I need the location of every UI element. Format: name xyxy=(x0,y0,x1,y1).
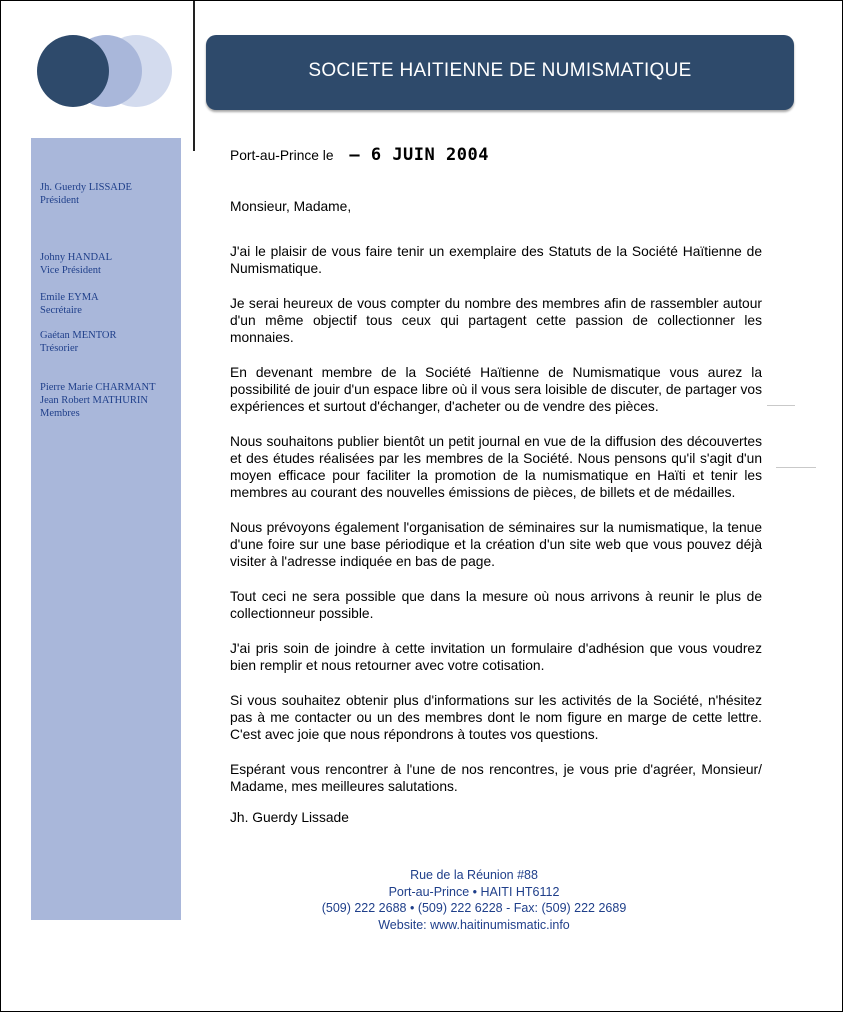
member-role: Vice Président xyxy=(40,265,101,276)
member-role: Membres xyxy=(40,408,80,419)
paragraph: J'ai le plaisir de vous faire tenir un exemplaire des Statuts de la Société Haïtienne de Numismatique. xyxy=(230,244,762,276)
footer-contact xyxy=(301,867,647,933)
member-name: Pierre Marie CHARMANT xyxy=(40,382,156,393)
member-vice-president xyxy=(40,251,180,277)
scan-mark xyxy=(767,405,795,406)
footer-address-line2: Port-au-Prince • HAITI HT6112 xyxy=(388,884,560,899)
footer-phones: (509) 222 2688 • (509) 222 6228 - Fax: (509) 222 2689 xyxy=(321,901,627,915)
dateline xyxy=(230,147,762,169)
paragraph: J'ai pris soin de joindre à cette invitation un formulaire d'adhésion que vous voudrez bien remplir et nous retourner avec votre cotisation. xyxy=(230,641,762,673)
header-banner xyxy=(206,35,794,110)
member-secretary xyxy=(40,291,180,317)
paragraph: Si vous souhaitez obtenir plus d'informations sur les activités de la Société, n'hésitez pas à me contacter ou un des membres dont le nom figure en marge de cette lettre. C'est avec joie que nous répondrons à toutes vos questions. xyxy=(230,693,762,742)
signature: Jh. Guerdy Lissade xyxy=(230,810,349,825)
letter-body xyxy=(230,147,762,826)
member-name: Emile EYMA xyxy=(40,292,99,303)
paragraph: En devenant membre de la Société Haïtienne de Numismatique vous aurez la possibilité de jouir d'un espace libre où il vous sera loisible de discuter, de partager vos expériences et surtout d'échanger, d'acheter ou de vendre des pièces. xyxy=(230,365,762,414)
member-role: Secrétaire xyxy=(40,305,82,316)
footer-address-line1: Rue de la Réunion #88 xyxy=(410,868,538,882)
sidebar-members xyxy=(31,138,181,920)
paragraph: Nous prévoyons également l'organisation de séminaires sur la numismatique, la tenue d'une foire sur une base périodique et la création d'un site web que vous pouvez déjà visiter à l'adresse indiquée en bas de page. xyxy=(230,520,762,569)
vertical-rule xyxy=(193,1,195,151)
organization-title: SOCIETE HAITIENNE DE NUMISMATIQUE xyxy=(308,60,692,81)
member-name: Gaétan MENTOR xyxy=(40,330,117,341)
member-role: Président xyxy=(40,195,80,206)
paragraph: Je serai heureux de vous compter du nombre des membres afin de rassembler autour d'un même objectif tous ceux qui partagent cette passion de collectionner les monnaies. xyxy=(230,296,762,345)
scan-mark xyxy=(776,467,816,468)
greeting: Monsieur, Madame, xyxy=(230,199,352,214)
date-stamp: – 6 JUIN 2004 xyxy=(349,145,489,165)
circles-logo xyxy=(31,29,181,119)
logo-circle-dark xyxy=(37,35,109,107)
paragraph: Tout ceci ne sera possible que dans la mesure où nous arrivons à reunir le plus de collectionneur possible. xyxy=(230,589,762,621)
footer-website: Website: www.haitinumismatic.info xyxy=(378,917,570,932)
member-name: Johny HANDAL xyxy=(40,252,113,263)
member-name: Jh. Guerdy LISSADE xyxy=(40,182,132,193)
member-name: Jean Robert MATHURIN xyxy=(40,395,148,406)
paragraph: Nous souhaitons publier bientôt un petit journal en vue de la diffusion des découvertes et des études réalisées par les membres de la Société. Nous pensons qu'il s'agit d'un moyen efficace pour faciliter la promotion de la numismatique en Haïti et tenir les membres au courant des nouvelles émissions de pièces, de billets et de médailles. xyxy=(230,434,762,500)
place-label: Port-au-Prince le xyxy=(230,148,334,163)
member-members xyxy=(40,381,180,420)
member-treasurer xyxy=(40,329,180,355)
member-president xyxy=(40,181,180,207)
member-role: Trésorier xyxy=(40,343,79,354)
closing: Espérant vous rencontrer à l'une de nos rencontres, je vous prie d'agréer, Monsieur/ Madame, mes meilleures salutations. xyxy=(230,762,762,794)
